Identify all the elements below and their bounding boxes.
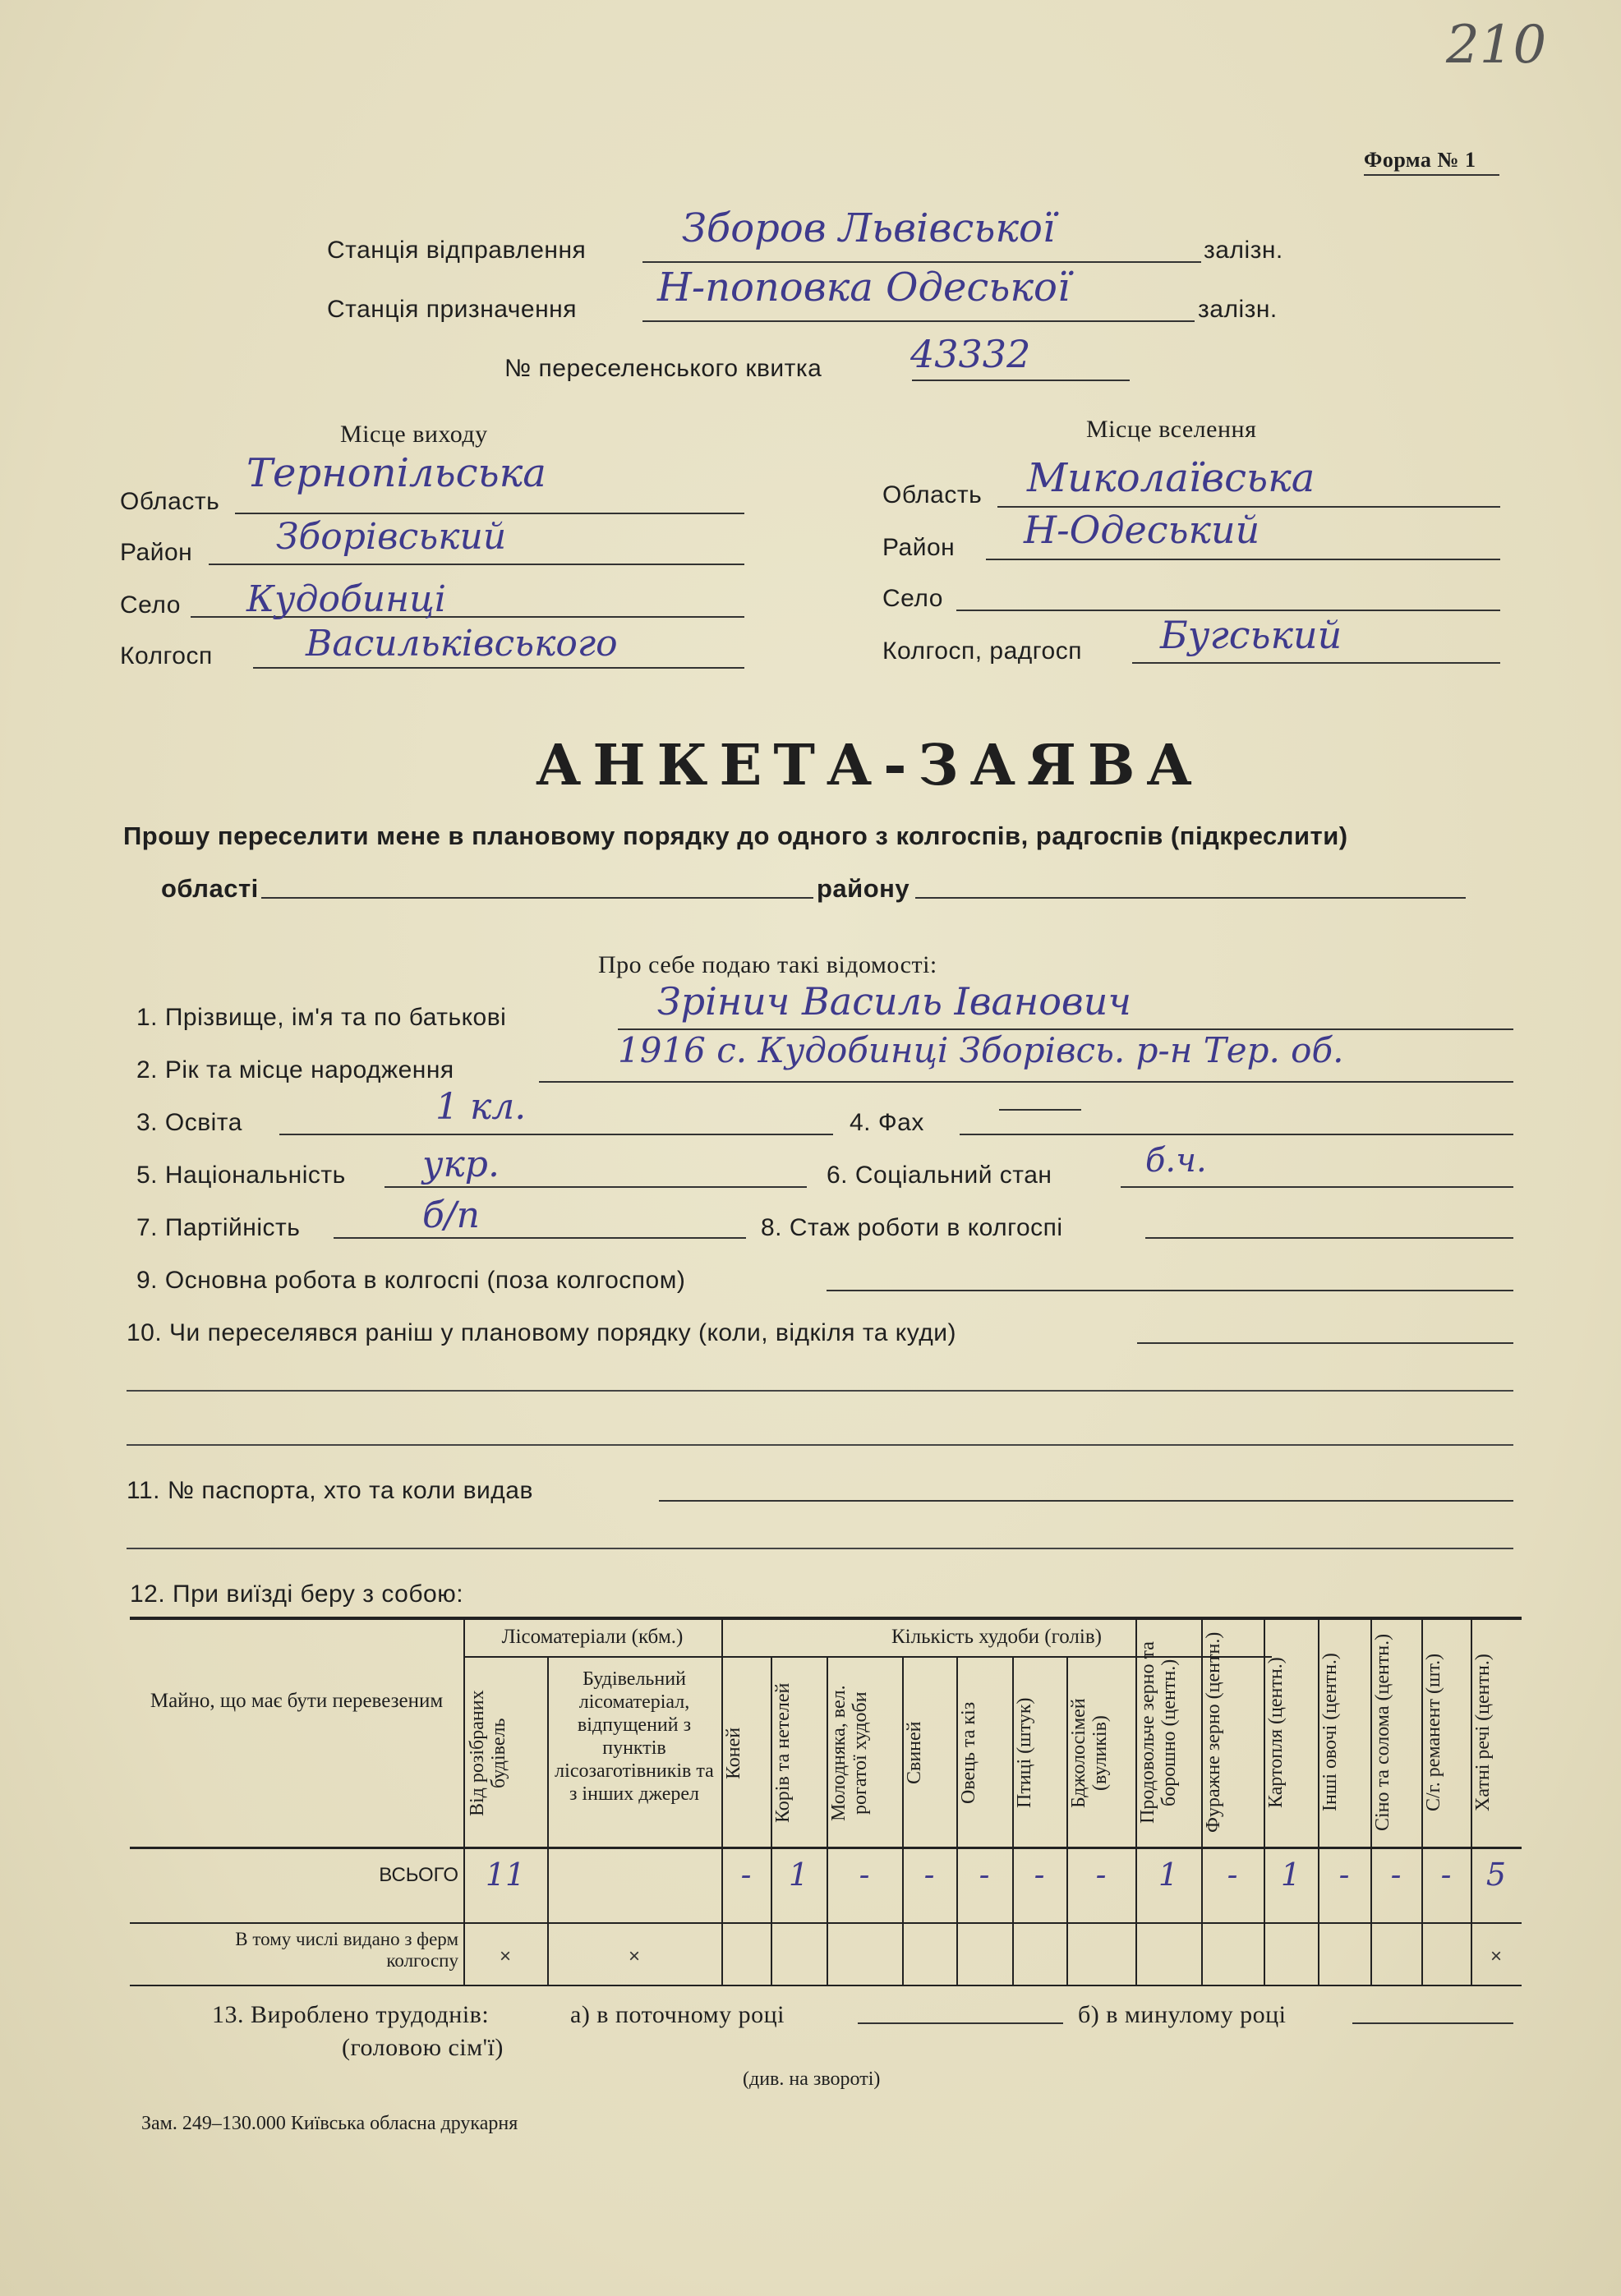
col-cows: Корів та нетелей xyxy=(772,1682,794,1824)
total-cows: 1 xyxy=(788,1857,809,1893)
request-line: Прошу переселити мене в плановому порядку до одного з колгоспів, радгоспів (підкреслити) xyxy=(123,821,1348,850)
destination-district-value: Н-Одеський xyxy=(1024,508,1260,552)
destination-heading: Місце вселення xyxy=(1086,416,1257,443)
destination-region-label: Область xyxy=(882,481,983,508)
col-poultry: Птиці (штук) xyxy=(1014,1697,1035,1809)
field-8-label: 8. Стаж роботи в колгоспі xyxy=(761,1214,1063,1241)
origin-village-value: Кудобинці xyxy=(246,578,446,620)
destination-village-label: Село xyxy=(882,585,943,612)
destination-value: Н-поповка Одеської xyxy=(657,265,1071,311)
origin-region-value: Тернопільська xyxy=(246,450,546,496)
field-4-label: 4. Фах xyxy=(850,1109,924,1136)
col-other-vegetables: Інші овочі (центн.) xyxy=(1319,1653,1341,1812)
total-hay: - xyxy=(1390,1857,1402,1893)
origin-village-label: Село xyxy=(120,591,181,619)
total-dismantled: 11 xyxy=(485,1857,526,1893)
field-6-label: 6. Соціальний стан xyxy=(827,1162,1052,1189)
printer-note: Зам. 249–130.000 Київська обласна друкарня xyxy=(141,2113,518,2134)
field-12-label: 12. При виїзді беру з собою: xyxy=(130,1581,464,1608)
form-number: Форма № 1 xyxy=(1364,148,1476,172)
workdays-label: 13. Вироблено трудоднів: xyxy=(212,2001,490,2028)
col-beehives: Бджолосімей (вуликів) xyxy=(1068,1698,1111,1808)
ticket-value: 43332 xyxy=(910,332,1031,376)
total-sheep: - xyxy=(979,1857,990,1893)
field-1-value: Зрінич Василь Іванович xyxy=(657,979,1131,1024)
field-2-value: 1916 с. Кудобинці Зборівсь. р-н Тер. об. xyxy=(618,1030,1344,1070)
col-dismantled-buildings: Від розібраних будівель xyxy=(467,1690,509,1816)
col-hay-straw: Сіно та солома (центн.) xyxy=(1372,1633,1393,1832)
destination-kolkhoz-value: Бугський xyxy=(1160,613,1342,657)
col-sheep-goats: Овець та кіз xyxy=(958,1701,979,1805)
total-household: 5 xyxy=(1485,1857,1507,1893)
destination-district-label: Район xyxy=(882,534,956,561)
workdays-current-label: а) в поточному році xyxy=(570,2001,785,2028)
col-horses: Коней xyxy=(723,1727,744,1779)
field-7-label: 7. Партійність xyxy=(136,1214,301,1241)
field-5-value: укр. xyxy=(422,1143,500,1185)
lumber-group-header: Лісоматеріали (кбм.) xyxy=(501,1626,684,1648)
total-horses: - xyxy=(740,1857,752,1893)
total-pigs: - xyxy=(923,1857,935,1893)
row-total-label: ВСЬОГО xyxy=(379,1864,458,1886)
field-6-value: б.ч. xyxy=(1145,1142,1207,1180)
origin-region-label: Область xyxy=(120,488,220,515)
archive-number: 210 xyxy=(1446,15,1547,76)
col-farm-tools: С/г. реманент (шт.) xyxy=(1423,1653,1444,1812)
property-header: Майно, що має бути перевезеним xyxy=(150,1690,444,1712)
origin-district-value: Зборівський xyxy=(276,516,507,558)
issued-dismantled: × xyxy=(499,1945,511,1967)
col-building-lumber: Будівельний лісоматеріал, відпущений з пунктів лісозаготівників та з інших джерел xyxy=(555,1668,714,1805)
row-issued-label: В тому числі видано з ферм колгоспу xyxy=(235,1929,458,1971)
origin-heading: Місце виходу xyxy=(340,421,488,448)
field-5-label: 5. Національність xyxy=(136,1162,346,1189)
total-young-cattle: - xyxy=(859,1857,870,1893)
departure-value: Зборов Львівської xyxy=(682,205,1056,251)
col-young-cattle: Молодняка, вел. рогатої худоби xyxy=(828,1685,871,1821)
total-potatoes: 1 xyxy=(1280,1857,1301,1893)
origin-district-label: Район xyxy=(120,539,193,566)
ticket-label: № переселенського квитка xyxy=(504,355,822,382)
page-title: АНКЕТА-ЗАЯВА xyxy=(536,733,1204,798)
workdays-sublabel: (головою сім'ї) xyxy=(342,2034,504,2061)
destination-region-value: Миколаївська xyxy=(1027,455,1315,501)
departure-label: Станція відправлення xyxy=(327,237,587,264)
departure-railway-suffix: залізн. xyxy=(1204,237,1283,264)
workdays-previous-label: б) в минулому році xyxy=(1078,2001,1287,2028)
field-3-label: 3. Освіта xyxy=(136,1109,242,1136)
field-11-label: 11. № паспорта, хто та коли видав xyxy=(127,1477,533,1504)
destination-railway-suffix: залізн. xyxy=(1198,296,1278,323)
col-fodder-grain: Фуражне зерно (центн.) xyxy=(1203,1631,1224,1834)
field-7-value: б/п xyxy=(422,1194,481,1236)
field-1-label: 1. Прізвище, ім'я та по батькові xyxy=(136,1004,507,1031)
origin-kolkhoz-value: Васильківського xyxy=(306,623,618,665)
issued-household: × xyxy=(1490,1945,1502,1967)
col-potatoes: Картопля (центн.) xyxy=(1265,1657,1287,1808)
reverse-note: (див. на звороті) xyxy=(743,2068,881,2090)
destination-label: Станція призначення xyxy=(327,296,577,323)
total-vegetables: - xyxy=(1338,1857,1350,1893)
total-poultry: - xyxy=(1034,1857,1045,1893)
request-region-label: області xyxy=(161,874,259,903)
field-10-label: 10. Чи переселявся раніш у плановому порядку (коли, відкіля та куди) xyxy=(127,1319,957,1346)
field-3-value: 1 кл. xyxy=(435,1086,527,1128)
field-9-label: 9. Основна робота в колгоспі (поза колгоспом) xyxy=(136,1267,686,1294)
livestock-group-header: Кількість худоби (голів) xyxy=(891,1626,1102,1648)
issued-lumber: × xyxy=(628,1945,640,1967)
total-fodder: - xyxy=(1227,1857,1238,1893)
total-beehives: - xyxy=(1095,1857,1107,1893)
origin-kolkhoz-label: Колгосп xyxy=(120,642,213,669)
request-district-label: району xyxy=(817,874,910,903)
col-household-items: Хатні речі (центн.) xyxy=(1472,1654,1494,1811)
total-food-grain: 1 xyxy=(1158,1857,1179,1893)
total-tools: - xyxy=(1440,1857,1452,1893)
property-table xyxy=(130,1617,1522,1986)
destination-kolkhoz-label: Колгосп, радгосп xyxy=(882,637,1082,665)
col-pigs: Свиней xyxy=(904,1721,925,1785)
intro-text: Про себе подаю такі відомості: xyxy=(598,951,937,978)
field-2-label: 2. Рік та місце народження xyxy=(136,1056,454,1084)
col-food-grain: Продовольче зерно та борошно (центн.) xyxy=(1137,1641,1180,1824)
